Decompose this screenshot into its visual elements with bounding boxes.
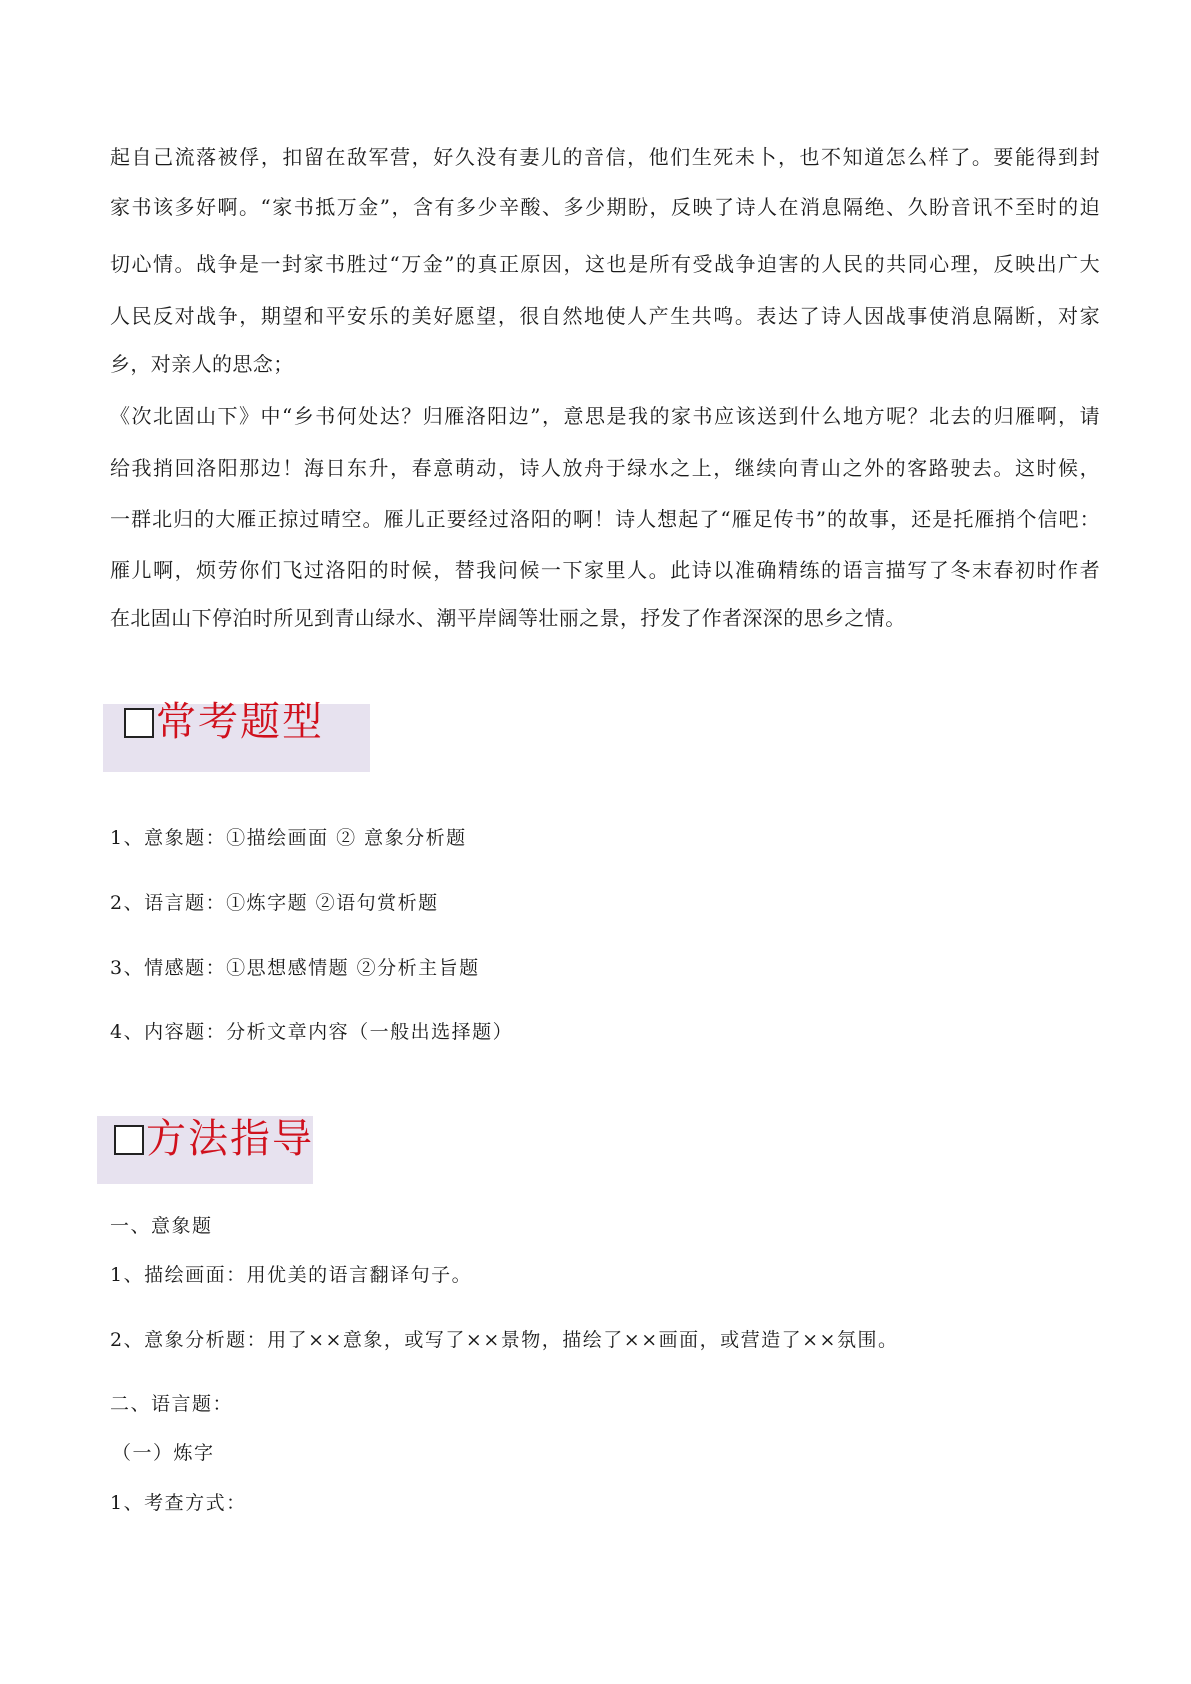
list-item: 一、意象题 — [110, 1215, 213, 1237]
paragraph-line: 起自己流落被俘，扣留在敌军营，好久没有妻儿的音信，他们生死未卜，也不知道怎么样了。要能得到封 — [110, 145, 1100, 169]
paragraph-line: 雁儿啊，烦劳你们飞过洛阳的时候，替我问候一下家里人。此诗以准确精练的语言描写了冬末春初时作者 — [110, 558, 1100, 582]
list-item: 4、内容题：分析文章内容（一般出选择题） — [110, 1021, 514, 1043]
section-heading — [124, 698, 324, 746]
paragraph-line: 家书该多好啊。“家书抵万金”，含有多少辛酸、多少期盼，反映了诗人在消息隔绝、久盼音讯不至时的迫 — [110, 195, 1100, 219]
paragraph-line: 给我捎回洛阳那边！海日东升，春意萌动，诗人放舟于绿水之上，继续向青山之外的客路驶去。这时候， — [110, 456, 1100, 480]
paragraph-line: 切心情。战争是一封家书胜过“万金”的真正原因，这也是所有受战争迫害的人民的共同心理，反映出广大 — [110, 252, 1100, 276]
list-item: 二、语言题： — [110, 1393, 234, 1415]
list-item: 1、意象题：①描绘画面 ② 意象分析题 — [110, 827, 467, 849]
paragraph-line: 一群北归的大雁正掠过晴空。雁儿正要经过洛阳的啊！诗人想起了“雁足传书”的故事，还是托雁捎个信吧： — [110, 507, 1100, 531]
section-heading — [114, 1115, 314, 1163]
paragraph-line: 乡，对亲人的思念； — [110, 352, 294, 376]
section-heading-title: 方法指导 — [146, 1116, 314, 1162]
checkbox-icon — [114, 1125, 144, 1155]
list-item: 2、意象分析题：用了××意象，或写了××景物，描绘了××画面，或营造了××氛围。 — [110, 1329, 899, 1351]
paragraph-line: 在北固山下停泊时所见到青山绿水、潮平岸阔等壮丽之景，抒发了作者深深的思乡之情。 — [110, 606, 906, 630]
paragraph-line: 人民反对战争，期望和平安乐的美好愿望，很自然地使人产生共鸣。表达了诗人因战事使消息隔断，对家 — [110, 304, 1100, 328]
list-item: 2、语言题：①炼字题 ②语句赏析题 — [110, 892, 439, 914]
list-item: （一）炼字 — [112, 1442, 215, 1464]
paragraph-line: 《次北固山下》中“乡书何处达？归雁洛阳边”，意思是我的家书应该送到什么地方呢？北去的归雁啊，请 — [110, 404, 1100, 428]
checkbox-icon — [124, 708, 154, 738]
section-heading-title: 常考题型 — [156, 699, 324, 745]
list-item: 1、描绘画面：用优美的语言翻译句子。 — [110, 1264, 473, 1286]
list-item: 1、考查方式： — [110, 1492, 247, 1514]
list-item: 3、情感题：①思想感情题 ②分析主旨题 — [110, 957, 480, 979]
